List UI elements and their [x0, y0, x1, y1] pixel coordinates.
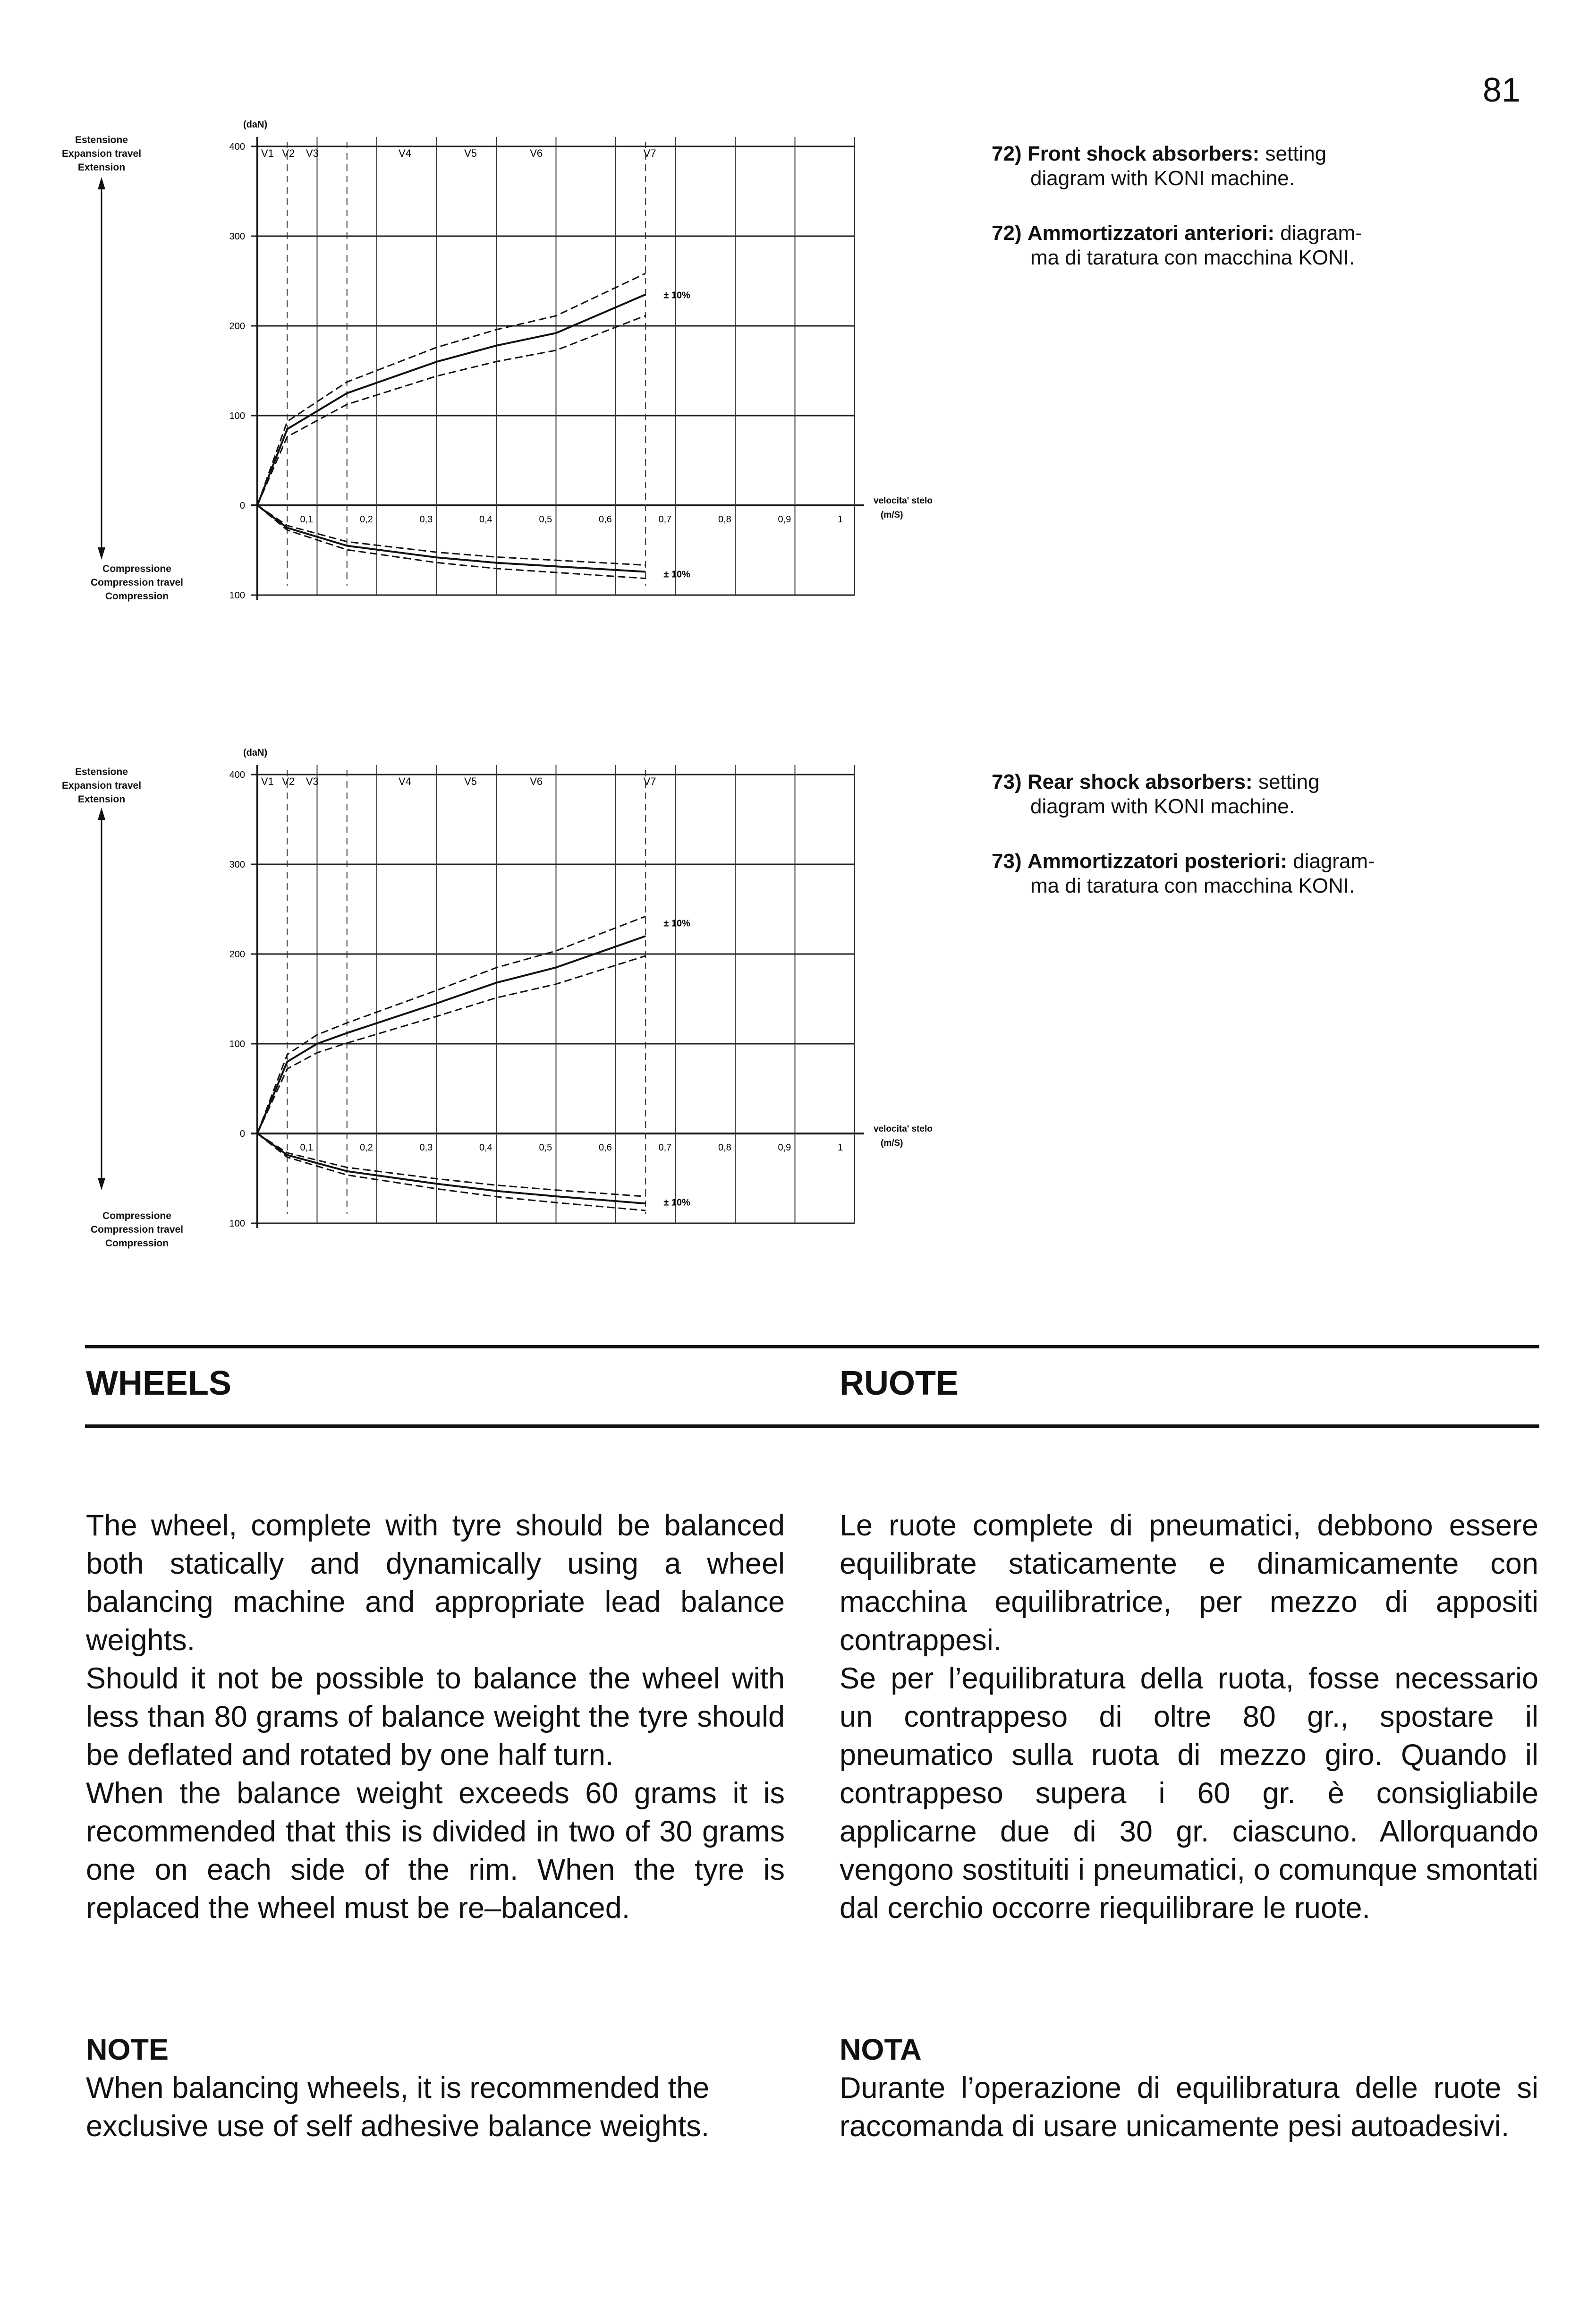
caption-73-en-number: 73) [992, 770, 1022, 793]
front-extension-label-en: Extension [77, 162, 126, 173]
section-title-it: RUOTE [840, 1364, 959, 1402]
body-en-paragraph-2: Should it not be possible to balance the wheel with less than 80 grams of balance weight the tyre should be deflated and rotated by one half turn. [86, 1662, 785, 1772]
rear-y-tick-label: 0 [239, 1129, 245, 1139]
rear-x-axis-label: velocita' stelo [874, 1124, 933, 1134]
rear-y-tick-label: 400 [229, 770, 245, 780]
rear-v-label: V3 [306, 776, 319, 787]
rear-x-tick-label: 0,8 [718, 1142, 731, 1153]
caption-73-it-text-1: diagram- [1293, 850, 1375, 873]
caption-72-en [992, 142, 1502, 191]
rear-x-tick-label: 0,4 [479, 1142, 492, 1153]
front-y-tick-label: 300 [229, 231, 245, 242]
rear-x-tick-label: 0,3 [419, 1142, 433, 1153]
front-v-label: V3 [306, 147, 319, 159]
rear-x-tick-label: 0,2 [360, 1142, 373, 1153]
caption-73-en-text-1: setting [1258, 770, 1320, 793]
front-x-tick-label: 0,5 [539, 514, 552, 525]
note-en-text: When balancing wheels, it is recommended the exclusive use of self adhesive balance weights. [86, 2071, 710, 2143]
body-it-paragraph-1: Le ruote complete di pneumatici, debbono essere equilibrate staticamente e dinamicamente con macchina equilibratrice, per mezzo di appositi contrappesi. [840, 1509, 1538, 1657]
front-v-label: V5 [464, 147, 477, 159]
front-v-label: V1 [261, 147, 274, 159]
rear-extension-upper-tolerance [257, 916, 645, 1133]
rear-unit-label: (daN) [243, 748, 268, 758]
rear-v-label: V5 [464, 776, 477, 787]
front-extension-lower-tolerance [257, 315, 645, 505]
front-y-tick-label: 400 [229, 142, 245, 152]
rear-x-tick-label: 1 [838, 1142, 843, 1153]
front-x-tick-label: 0,6 [599, 514, 612, 525]
front-plot [229, 119, 933, 601]
body-en-paragraph-3: When the balance weight exceeds 60 grams it is recommended that this is divided in two of 30 grams one on each side of the rim. When the tyre is replaced the wheel must be re–balanced. [86, 1777, 785, 1925]
caption-72-en-text-2: diagram with KONI machine. [1030, 167, 1295, 190]
front-extension-label-travel: Expansion travel [61, 148, 142, 159]
note-it-title: NOTA [840, 2033, 922, 2066]
rear-x-axis-unit: (m/S) [881, 1138, 903, 1148]
rear-extension-label-travel: Expansion travel [61, 780, 142, 791]
caption-73-en [992, 770, 1502, 819]
front-compression-label-travel: Compression travel [90, 577, 184, 588]
front-y-tick-label: 100 [229, 590, 245, 601]
body-text-en [86, 1507, 785, 1927]
front-v-label: V4 [398, 147, 411, 159]
rear-compression-label-en: Compression [105, 1238, 169, 1249]
caption-73-it [992, 849, 1502, 898]
section-title-en: WHEELS [86, 1364, 232, 1402]
caption-72-it-title: Ammortizzatori anteriori: [1027, 222, 1274, 245]
front-x-tick-label: 0,2 [360, 514, 373, 525]
front-x-axis-label: velocita' stelo [874, 496, 933, 506]
caption-73-it-text-2: ma di taratura con macchina KONI. [1030, 874, 1355, 897]
rear-shock-chart-svg [0, 628, 1039, 1289]
front-extension-tolerance-label: ± 10% [663, 290, 690, 301]
front-compression-curve [257, 505, 645, 572]
front-y-tick-label: 0 [239, 501, 245, 511]
rear-extension-label-it: Estensione [75, 767, 128, 777]
front-unit-label: (daN) [243, 119, 268, 130]
front-compression-label-it: Compressione [102, 563, 171, 574]
caption-73-en-text-2: diagram with KONI machine. [1030, 795, 1295, 818]
front-x-tick-label: 0,9 [778, 514, 791, 525]
front-v-label: V6 [530, 147, 543, 159]
page-number: 81 [1483, 71, 1521, 109]
rear-compression-curve [257, 1133, 645, 1203]
front-x-axis-unit: (m/S) [881, 510, 903, 520]
section-rule-bottom [85, 1424, 1539, 1428]
rear-compression-label-travel: Compression travel [90, 1224, 184, 1235]
note-it-text: Durante l’operazione di equilibratura delle ruote si raccomanda di usare unicamente pesi autoadesivi. [840, 2071, 1538, 2143]
caption-72-it [992, 221, 1502, 270]
front-v-label: V2 [282, 147, 295, 159]
front-extension-label-it: Estensione [75, 135, 128, 145]
front-x-tick-label: 0,3 [419, 514, 433, 525]
rear-extension-label-en: Extension [77, 794, 126, 805]
body-it-paragraph-2: Se per l’equilibratura della ruota, fosse necessario un contrappeso di oltre 80 gr., spostare il pneumatico sulla ruota di mezzo giro. Quando il contrappeso supera i 60 gr. è consigliabile applicarne due di 30 gr. ciascuno. Allorquando vengono sostituiti i pneumatici, o comunque smontati dal cerchio occorre riequilibrare le ruote. [840, 1662, 1538, 1925]
rear-x-tick-label: 0,6 [599, 1142, 612, 1153]
front-y-tick-label: 200 [229, 321, 245, 332]
front-compression-lower-tolerance [257, 505, 645, 565]
body-text-it [840, 1507, 1538, 1927]
caption-73-en-title: Rear shock absorbers: [1027, 770, 1253, 793]
note-en-title: NOTE [86, 2033, 169, 2066]
front-x-tick-label: 0,4 [479, 514, 492, 525]
rear-x-tick-label: 0,9 [778, 1142, 791, 1153]
front-compression-label-en: Compression [105, 591, 169, 602]
front-x-tick-label: 1 [838, 514, 843, 525]
front-x-tick-label: 0,8 [718, 514, 731, 525]
rear-y-tick-label: 300 [229, 860, 245, 870]
rear-v-label: V4 [398, 776, 411, 787]
front-shock-chart [0, 0, 1039, 661]
rear-extension-tolerance-label: ± 10% [663, 918, 690, 929]
caption-72 [992, 142, 1502, 300]
caption-72-en-number: 72) [992, 142, 1022, 165]
caption-72-it-text-1: diagram- [1280, 222, 1362, 245]
rear-extension-curve [257, 936, 645, 1133]
caption-72-it-text-2: ma di taratura con macchina KONI. [1030, 246, 1355, 269]
caption-72-it-number: 72) [992, 222, 1022, 245]
rear-x-tick-label: 0,7 [658, 1142, 672, 1153]
caption-73-it-number: 73) [992, 850, 1022, 873]
section-rule-top [85, 1345, 1539, 1348]
caption-72-en-title: Front shock absorbers: [1027, 142, 1260, 165]
rear-y-tick-label: 100 [229, 1039, 245, 1049]
rear-compression-tolerance-label: ± 10% [663, 1197, 690, 1208]
caption-73-it-title: Ammortizzatori posteriori: [1027, 850, 1287, 873]
front-shock-chart-svg [0, 0, 1039, 661]
front-compression-tolerance-label: ± 10% [663, 569, 690, 580]
caption-73 [992, 770, 1502, 929]
rear-x-tick-label: 0,1 [300, 1142, 314, 1153]
rear-compression-label-it: Compressione [102, 1210, 171, 1221]
caption-72-en-text-1: setting [1265, 142, 1327, 165]
rear-x-tick-label: 0,5 [539, 1142, 552, 1153]
rear-v-label: V7 [643, 776, 656, 787]
front-y-tick-label: 100 [229, 411, 245, 421]
rear-y-tick-label: 200 [229, 949, 245, 960]
rear-v-label: V1 [261, 776, 274, 787]
rear-shock-chart [0, 628, 1039, 1289]
rear-compression-lower-tolerance [257, 1133, 645, 1196]
note-it [840, 2031, 1538, 2146]
front-x-tick-label: 0,1 [300, 514, 314, 525]
body-en-paragraph-1: The wheel, complete with tyre should be balanced both statically and dynamically using a wheel balancing machine and appropriate lead balance weights. [86, 1509, 785, 1657]
rear-v-label: V2 [282, 776, 295, 787]
front-v-label: V7 [643, 147, 656, 159]
front-x-tick-label: 0,7 [658, 514, 672, 525]
rear-y-tick-label: 100 [229, 1219, 245, 1229]
front-extension-upper-tolerance [257, 273, 645, 505]
note-en [86, 2031, 785, 2146]
rear-v-label: V6 [530, 776, 543, 787]
rear-plot [229, 748, 933, 1229]
